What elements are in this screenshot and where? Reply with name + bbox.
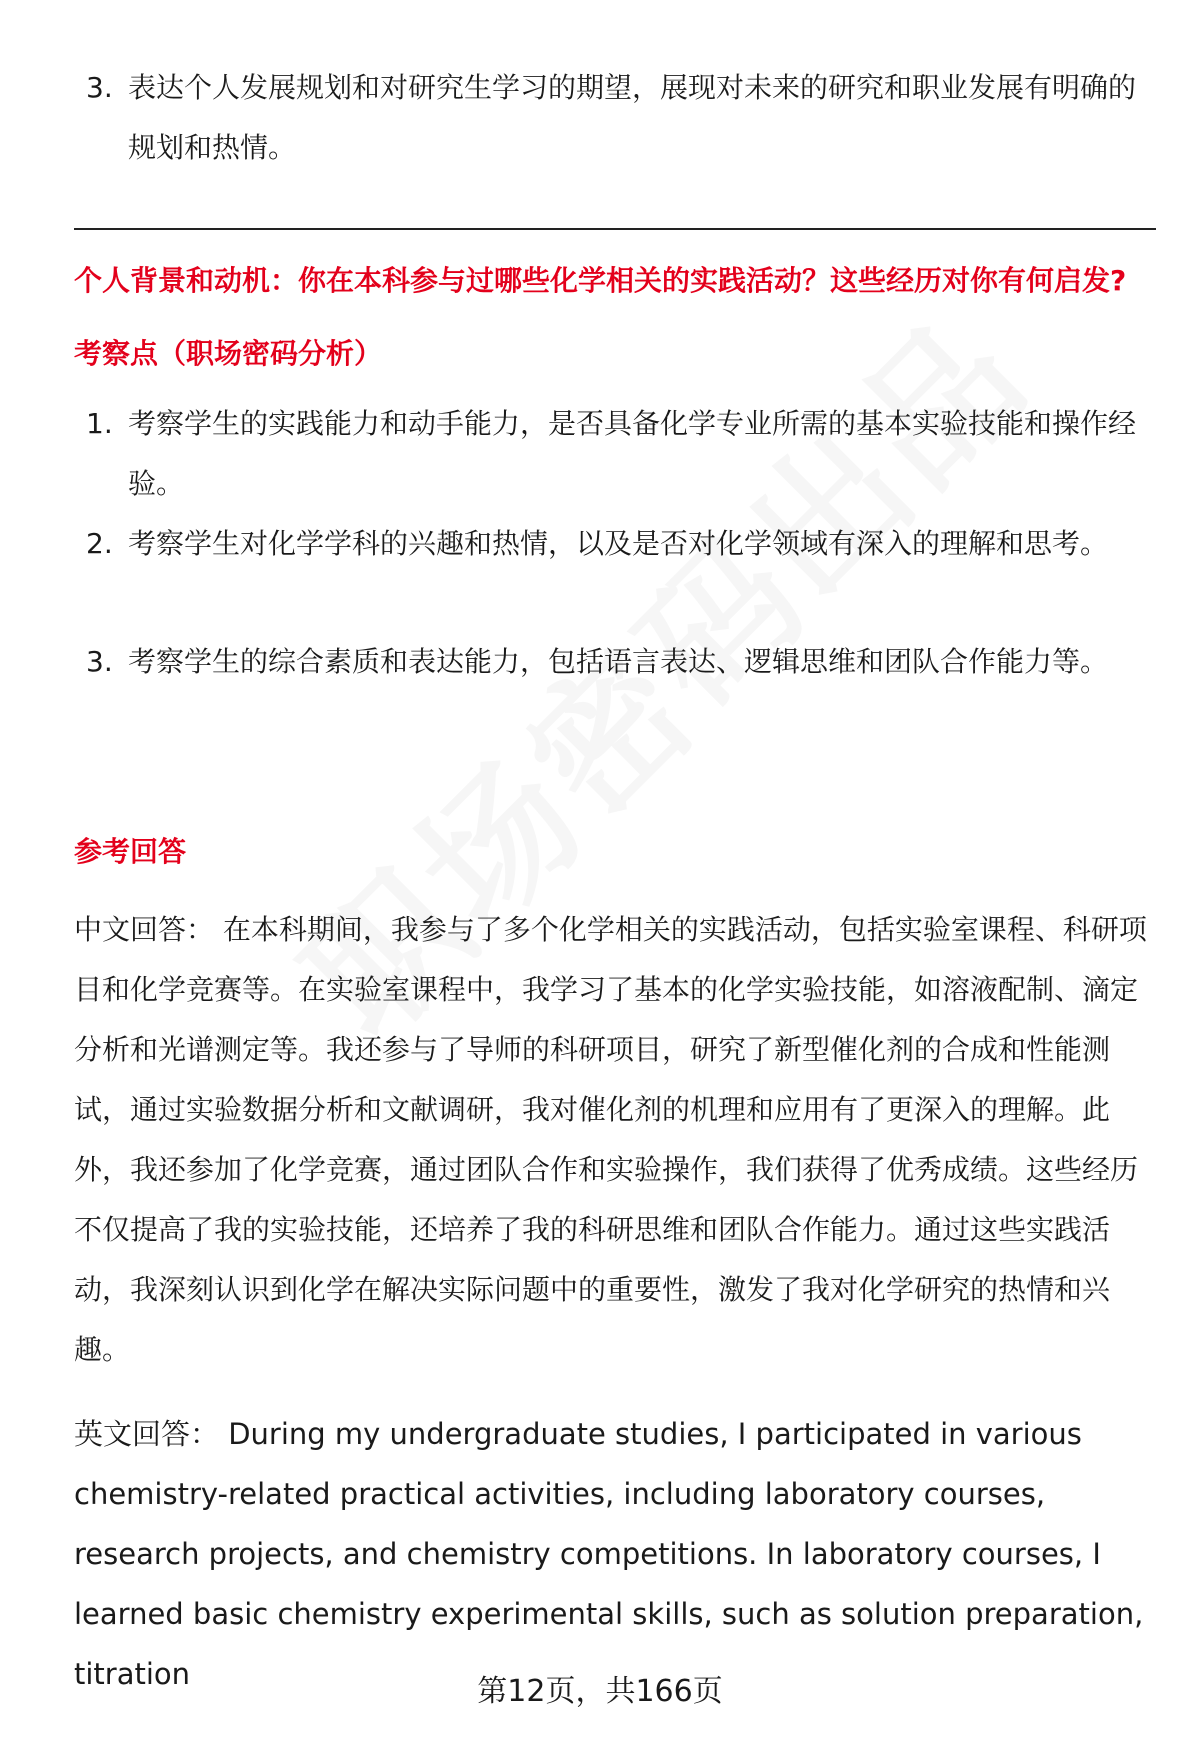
- list-item: [76, 514, 1146, 574]
- list-number: 1.: [86, 407, 113, 440]
- analysis-heading: 考察点（职场密码分析）: [74, 337, 383, 370]
- list-item: [76, 58, 1146, 178]
- question-heading: 个人背景和动机：你在本科参与过哪些化学相关的实践活动？这些经历对你有何启发?: [74, 264, 1127, 297]
- list-item: [76, 632, 1146, 692]
- list-number: 2.: [86, 527, 113, 560]
- list-number: 3.: [86, 71, 113, 104]
- english-answer: 英文回答： During my undergraduate studies, I participated in various chemistry-related practical activities, including laboratory courses, research projects, and chemistry competitions. In laboratory courses, I learned basic chemistry experimental skills, such as solution preparation, titration: [74, 1417, 1144, 1691]
- list-text: 考察学生的实践能力和动手能力，是否具备化学专业所需的基本实验技能和操作经验。: [128, 407, 1137, 500]
- list-number: 3.: [86, 645, 113, 678]
- chinese-answer: 中文回答： 在本科期间，我参与了多个化学相关的实践活动，包括实验室课程、科研项目和化学竞赛等。在实验室课程中，我学习了基本的化学实验技能，如溶液配制、滴定分析和光谱测定等。我还参与了导师的科研项目，研究了新型催化剂的合成和性能测试，通过实验数据分析和文献调研，我对催化剂的机理和应用有了更深入的理解。此外，我还参加了化学竞赛，通过团队合作和实验操作，我们获得了优秀成绩。这些经历不仅提高了我的实验技能，还培养了我的科研思维和团队合作能力。通过这些实践活动，我深刻认识到化学在解决实际问题中的重要性，激发了我对化学研究的热情和兴趣。: [74, 913, 1147, 1366]
- divider: [74, 228, 1156, 230]
- page-number: 第12页，共166页: [477, 1674, 723, 1709]
- list-text: 表达个人发展规划和对研究生学习的期望，展现对未来的研究和职业发展有明确的规划和热情。: [128, 71, 1137, 164]
- list-text: 考察学生的综合素质和表达能力，包括语言表达、逻辑思维和团队合作能力等。: [128, 645, 1109, 678]
- answer-heading: 参考回答: [74, 835, 187, 868]
- list-item: [76, 394, 1146, 514]
- list-text: 考察学生对化学学科的兴趣和热情，以及是否对化学领域有深入的理解和思考。: [128, 527, 1109, 560]
